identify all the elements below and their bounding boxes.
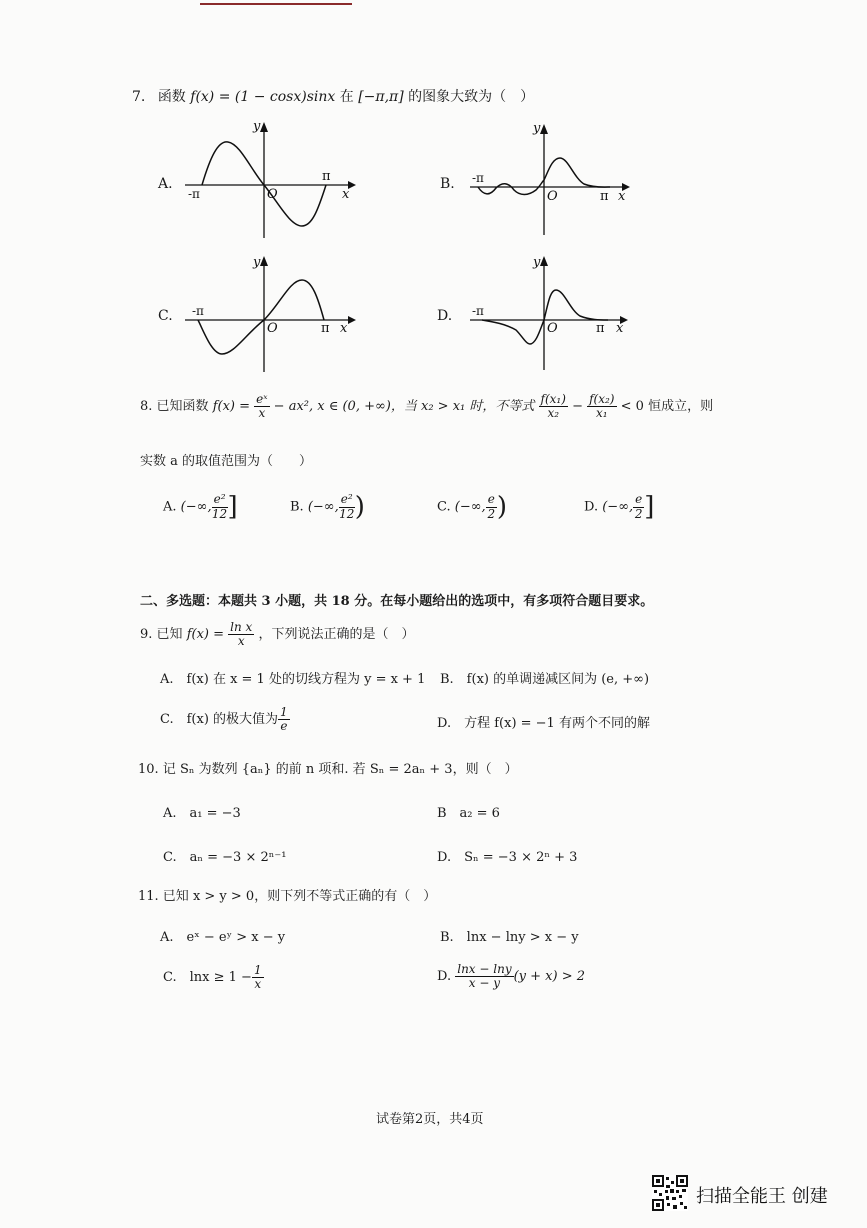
q8-option-c-frac	[486, 493, 497, 520]
q9-text1: 已知	[156, 627, 183, 642]
negpi-label: -π	[192, 304, 204, 318]
q8-option-b-left: (−∞,	[307, 499, 339, 515]
q7-option-c-graph[interactable]	[180, 252, 360, 377]
x-axis-arrow-icon	[348, 316, 356, 324]
origin-label: O	[547, 189, 558, 204]
y-label: y	[253, 119, 261, 134]
q8-option-a[interactable]	[163, 487, 238, 528]
q8-fraction	[254, 393, 269, 420]
num: e	[487, 492, 495, 507]
q11-stem: 11. 已知 x > y > 0，则下列不等式正确的有（ ）	[138, 889, 437, 904]
den: x	[254, 977, 262, 991]
curve	[198, 280, 324, 354]
q8-ineq-frac2	[587, 393, 616, 420]
curve	[482, 290, 608, 344]
q7-option-b-label[interactable]: B.	[440, 176, 455, 192]
q8-line2: 实数 a 的取值范围为（ ）	[140, 454, 313, 469]
q11-option-c-text: C. lnx ≥ 1 −	[163, 970, 252, 985]
q8-option-a-left: (−∞,	[180, 499, 212, 515]
q8-option-c[interactable]	[437, 487, 507, 528]
q8-option-d-right: ]	[644, 492, 655, 522]
q9-fx: f(x) =	[186, 627, 225, 642]
x-label: x	[616, 321, 624, 336]
q7-formula: f(x) = (1 − cosx)sinx	[190, 89, 336, 105]
den: 12	[339, 506, 355, 521]
q8-option-d-left: (−∞,	[602, 499, 634, 515]
q7-interval: [−π,π]	[358, 89, 404, 105]
pi-label: π	[596, 321, 605, 336]
den: 12	[211, 506, 228, 521]
den: 2	[634, 506, 643, 521]
q7-option-b-graph[interactable]	[460, 120, 635, 240]
q7-text-mid: 在	[339, 89, 354, 105]
q9-option-b[interactable]: B. f(x) 的单调递减区间为 (e, +∞)	[440, 672, 650, 687]
q8-ineq-num2: f(x₂)	[589, 391, 615, 406]
q10-option-a[interactable]: A. a₁ = −3	[163, 806, 241, 821]
origin-label: O	[267, 321, 278, 336]
num: ln x	[230, 619, 253, 634]
den: 2	[487, 506, 496, 521]
num: e²	[340, 492, 353, 507]
y-label: y	[533, 121, 541, 136]
q11-option-c-frac	[252, 964, 264, 991]
q9-text2: ，下列说法正确的是（ ）	[258, 627, 415, 642]
q11-option-a[interactable]: A. eˣ − eʸ > x − y	[160, 930, 286, 945]
negpi-label: -π	[472, 304, 484, 318]
den: e	[280, 719, 288, 733]
q8-text1: 已知函数	[156, 399, 209, 414]
q7-text-suffix: 的图象大致为（ ）	[408, 89, 535, 105]
x-label: x	[342, 187, 350, 202]
y-label: y	[253, 255, 261, 270]
q9-option-c-frac	[278, 706, 290, 733]
q9-option-c-text: C. f(x) 的极大值为	[160, 712, 279, 727]
num: e²	[213, 492, 226, 507]
negpi-label: -π	[188, 187, 200, 201]
den: x − y	[468, 976, 501, 990]
q7-option-a-label[interactable]: A.	[158, 176, 173, 192]
num: 1	[253, 962, 262, 977]
q9-stem	[140, 618, 414, 652]
pi-label: π	[321, 321, 330, 336]
q8-ineq-frac1	[539, 393, 568, 420]
y-axis-arrow-icon	[540, 256, 548, 266]
q11-option-d-frac	[455, 963, 513, 990]
x-label: x	[340, 321, 348, 336]
y-axis-arrow-icon	[260, 256, 268, 266]
y-axis-arrow-icon	[260, 122, 268, 132]
header-rule	[200, 3, 352, 5]
q7-option-a-graph[interactable]	[180, 118, 360, 243]
q8-ineq-den1: x₂	[547, 406, 560, 420]
q10-option-d[interactable]: D. Sₙ = −3 × 2ⁿ + 3	[437, 850, 578, 865]
q8-option-a-frac	[212, 493, 228, 520]
q10-stem: 10. 记 Sₙ 为数列 {aₙ} 的前 n 项和. 若 Sₙ = 2aₙ + 3，则（ ）	[138, 762, 518, 777]
q7-stem	[132, 86, 534, 106]
q8-frac-den: x	[258, 406, 266, 420]
q9-option-d[interactable]: D. 方程 f(x) = −1 有两个不同的解	[437, 716, 650, 731]
q10-option-b[interactable]: B a₂ = 6	[437, 806, 500, 821]
q8-frac-num: eˣ	[256, 391, 268, 406]
num: 1	[280, 704, 288, 719]
x-label: x	[618, 189, 626, 204]
negpi-label: -π	[472, 171, 484, 185]
q11-option-c[interactable]	[163, 960, 264, 996]
y-axis-arrow-icon	[540, 124, 548, 134]
q8-option-d[interactable]	[584, 487, 654, 528]
q9-option-a[interactable]: A. f(x) 在 x = 1 处的切线方程为 y = x + 1	[160, 672, 426, 687]
q8-option-c-label: C.	[437, 499, 451, 515]
q7-text-prefix: 函数	[157, 89, 186, 105]
origin-label: O	[267, 187, 278, 202]
qr-code-icon	[652, 1175, 688, 1211]
q9-number: 9.	[140, 627, 153, 642]
q8-ineq-num1: f(x₁)	[540, 391, 566, 406]
q8-tail: < 0 恒成立，则	[620, 399, 714, 414]
q8-option-b-label: B.	[290, 499, 304, 515]
q7-option-d-graph[interactable]	[460, 252, 640, 377]
q7-option-d-label[interactable]: D.	[437, 308, 453, 324]
q8-option-a-right: ]	[227, 492, 238, 522]
q8-number: 8.	[140, 399, 153, 414]
q7-option-c-label[interactable]: C.	[158, 308, 173, 324]
q8-fx: f(x) =	[212, 399, 251, 414]
origin-label: O	[547, 321, 558, 336]
scanner-brand: 扫描全能王 创建	[696, 1186, 828, 1207]
q8-option-a-label: A.	[163, 499, 177, 515]
q7-number: 7.	[132, 89, 146, 105]
q9-fraction	[228, 621, 254, 648]
q11-option-d-label: D.	[437, 969, 452, 984]
q11-option-d[interactable]	[437, 958, 585, 996]
num: lnx − lny	[457, 961, 512, 976]
q11-option-d-suffix: (y + x) > 2	[513, 969, 586, 984]
q8-option-c-left: (−∞,	[454, 499, 486, 515]
q8-ineq-den2: x₁	[596, 406, 608, 420]
q8-rest: − ax², x ∈ (0, +∞)，当 x₂ > x₁ 时，不等式	[273, 399, 535, 414]
q8-stem: 8. 已知函数 f(x) = $\frac{\text{eˣ}}{x}$ − ax², x ∈ (0, +∞)，当 x₂ > x₁ 时，不等式 $\frac{\text{f(x₁)}}{\text{x₂}}$ − $\frac{\text{f(x₂)}}{\text{x₁}}$ < 0 恒成立，则	[140, 391, 714, 420]
page-footer: 试卷第2页，共4页	[376, 1112, 484, 1127]
q8-option-c-right: )	[496, 492, 507, 522]
pi-label: π	[322, 169, 331, 184]
q8-option-b-frac	[339, 493, 355, 520]
q9-option-c[interactable]	[160, 702, 290, 738]
q8-option-b-right: )	[354, 492, 365, 522]
q8-option-d-label: D.	[584, 499, 599, 515]
q8-option-b[interactable]	[290, 487, 365, 528]
den: x	[237, 634, 245, 648]
num: e	[635, 492, 643, 507]
q8-option-d-frac	[633, 493, 644, 520]
q11-option-b[interactable]: B. lnx − lny > x − y	[440, 930, 579, 945]
y-label: y	[533, 255, 541, 270]
section2-title: 二、多选题：本题共 3 小题，共 18 分。在每小题给出的选项中，有多项符合题目要求。	[140, 594, 654, 609]
pi-label: π	[600, 189, 609, 204]
q10-option-c[interactable]: C. aₙ = −3 × 2ⁿ⁻¹	[163, 850, 287, 865]
